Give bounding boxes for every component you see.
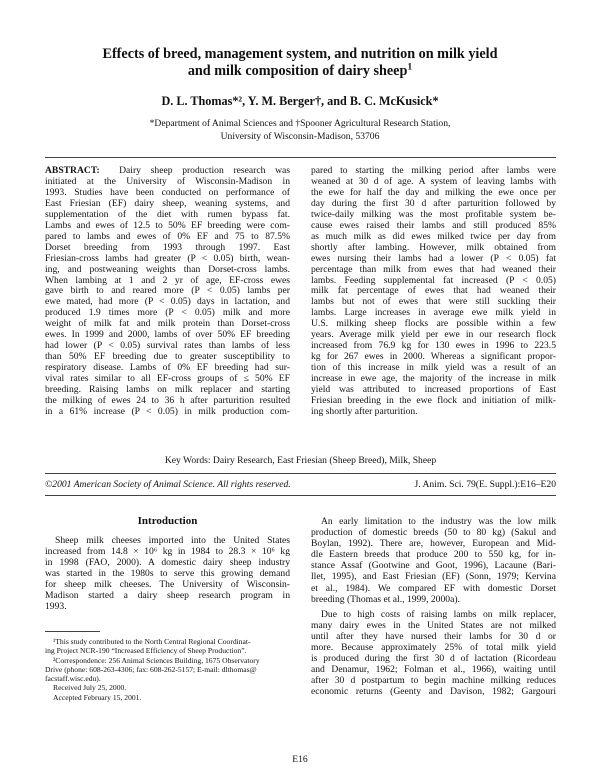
affiliation <box>40 117 560 143</box>
footnote-line: facstaff.wisc.edu). <box>45 674 101 684</box>
abstract-line: breeding. Raising lambs on milk replacer and starting <box>45 384 290 396</box>
abstract-line: as much milk as did ewes milked twice per day from <box>311 230 556 242</box>
abstract-line: Lambs and ewes of 12.5 to 50% EF breeding were com- <box>45 219 290 231</box>
footnotes <box>45 637 290 702</box>
abstract-line: produced 1.9 times more (P < 0.05) milk and more <box>45 307 290 319</box>
footnote-line: Drive (phone: 608-263-4306; fax: 608-262-5157; E-mail: dlthomas@ <box>45 664 257 674</box>
abstract-label: ABSTRACT: <box>45 165 100 176</box>
author-list: D. L. Thomas*², Y. M. Berger†, and B. C. McKusick* <box>161 94 439 108</box>
copyright-rule <box>45 495 556 496</box>
body-line: et al., 1984). We compared EF with domestic Dorset <box>311 582 556 594</box>
abstract-line: ABSTRACT: Dairy sheep production research was <box>45 165 291 176</box>
abstract-line: years. Average milk yield per ewe in our research flock <box>311 329 556 341</box>
title-line-1: Effects of breed, management system, and nutrition on milk yield <box>102 46 498 62</box>
copyright-notice: ©2001 American Society of Animal Science. All rights reserved. <box>45 479 291 490</box>
body-line: breeding (Thomas et al., 1999, 2000a). <box>311 593 460 605</box>
key-words: Key Words: Dairy Research, East Friesian (Sheep Breed), Milk, Sheep <box>164 455 437 466</box>
body-line: Madison started a dairy sheep research program in <box>45 589 290 601</box>
abstract-line: ewes. In 1999 and 2000, lambs of over 50% EF breeding <box>45 329 290 341</box>
page-number: E16 <box>292 754 308 765</box>
title-footnote-mark: 1 <box>407 61 413 73</box>
abstract-line: percentage than milk from ewes that had weaned their <box>311 263 556 275</box>
abstract-line: pared to starting the milking period after lambs were <box>311 165 556 176</box>
footnote-line: Received July 25, 2000. <box>53 683 127 693</box>
section-heading-introduction: Introduction <box>137 515 198 527</box>
abstract-line: 1993. Studies have been conducted on performance of <box>45 186 290 198</box>
abstract-line: weaned at 30 d of age. A system of leaving lambs with <box>311 175 556 187</box>
affiliation-line-2: University of Wisconsin-Madison, 53706 <box>220 131 380 142</box>
abstract-line: yield was attributed to increased proportions of East <box>311 384 556 396</box>
body-line: more. Because approximately 25% of total milk yield <box>311 642 556 654</box>
abstract-line: supplementation of the diet with rumen bypass fat. <box>45 208 290 220</box>
abstract-line: Dorset breeding from 1993 through 1997. East <box>45 241 290 253</box>
abstract-line: respiratory disease. Lambs of 0% EF breeding had sur- <box>45 362 290 374</box>
abstract-line: cause ewes raised their lambs and still produced 85% <box>311 219 556 231</box>
body-line: and Denamur, 1962; Folman et al., 1966), waiting until <box>311 664 556 676</box>
abstract-line: East Friesian (EF) dairy sheep, weaning systems, and <box>45 197 290 209</box>
abstract-line: the milking of ewes 24 to 36 h after parturition resulted <box>45 395 290 407</box>
body-line: Boylan, 1992). There are, however, European and Mid- <box>311 538 556 550</box>
abstract-line: increased from 76.9 kg for 130 ewes in 1996 to 223.5 <box>311 340 556 352</box>
abstract-line: milk fat percentage of ewes that had weaned their <box>311 285 556 297</box>
body-line: is produced during the first 30 d of lactation (Ricordeau <box>311 653 556 665</box>
abstract-line: Friesian-cross lambs had greater (P < 0.05) birth, wean- <box>45 252 290 264</box>
intro-paragraph-1 <box>311 516 556 605</box>
body-line: production of domestic breeds (50 to 80 kg) (Sakul and <box>311 527 556 539</box>
body-line: after 30 d postpartum to begin machine milking reduces <box>311 675 556 687</box>
abstract-line: ing shortly after parturition. <box>311 405 418 417</box>
paper-title <box>40 46 560 80</box>
intro-paragraph-2 <box>311 609 556 698</box>
footnote-line: Accepted February 15, 2001. <box>53 692 142 702</box>
title-line-2: and milk composition of dairy sheep$^1$ <box>187 61 413 79</box>
abstract-line: ing, and postweaning weights than Dorset-cross lambs. <box>45 263 290 275</box>
abstract-line: had lower (P < 0.05) survival rates than lambs of less <box>45 340 290 352</box>
abstract-line: pared to lambs and ewes of 0% EF and 75 to 87.5% <box>45 230 290 242</box>
journal-citation: J. Anim. Sci. 79(E. Suppl.):E16–E20 <box>414 479 556 490</box>
body-line: Sheep milk cheeses imported into the United States <box>55 535 290 546</box>
abstract-line: in a 61% increase (P < 0.05) in milk production com- <box>45 405 290 417</box>
abstract-line: ewes nursing their lambs had a lower (P < 0.05) fat <box>311 252 556 264</box>
abstract-line: vival rates similar to all EF-cross groups of ≤ 50% EF <box>45 373 290 385</box>
abstract-line: day during the first 30 d after parturition followed by <box>311 197 556 209</box>
body-line: increased from 14.8 × 10⁶ kg in 1984 to 28.3 × 10⁶ kg <box>45 545 290 557</box>
abstract-line: lambs. Feeding supplemental fat increased (P < 0.05) <box>311 274 556 286</box>
abstract-line: When lambing at 1 and 2 yr of age, EF-cross ewes <box>45 274 290 286</box>
abstract-line: tion of this increase in milk yield was a result of an <box>311 362 556 374</box>
intro-right-column <box>311 516 556 698</box>
abstract-line: the ewe for half the day and milking the ewe once per <box>311 186 556 198</box>
body-line: 1993. <box>45 600 67 612</box>
body-line: dle Eastern breeds that produce 200 to 550 kg, for in- <box>311 549 556 561</box>
abstract-line: initiated at the University of Wisconsin-Madison in <box>45 175 290 187</box>
body-line: in 1998 (FAO, 2000). A domestic dairy sheep industry <box>45 556 290 568</box>
abstract-line: twice-daily milking was the most profitable system be- <box>311 208 556 220</box>
abstract-line: lambs but not of ewes that were still suckling their <box>311 296 556 308</box>
body-line: for sheep milk cheeses. The University of Wisconsin- <box>45 578 290 590</box>
abstract-line: kg for 267 ewes in 2000. Whereas a significant propor- <box>311 351 556 363</box>
abstract-line: than 50% EF breeding due to greater susceptibility to <box>45 351 290 363</box>
body-line: An early limitation to the industry was the low milk <box>321 516 556 527</box>
body-line: stance Assaf (Gootwine and Goot, 1996), Lacaune (Bari- <box>311 560 556 572</box>
intro-left-column <box>45 536 290 613</box>
body-line: llet, 1995), and East Friesian (EF) (Sonn, 1979; Kervina <box>311 571 556 583</box>
affiliation-line-1: *Department of Animal Sciences and †Spooner Agricultural Research Station, <box>149 118 451 129</box>
abstract-right-column <box>311 166 556 418</box>
body-line: many dairy ewes in the United States are not milked <box>311 619 556 631</box>
abstract-line: shortly after lambing. However, milk obtained from <box>311 241 556 253</box>
abstract-line: U.S. milking sheep flocks are possible within a few <box>311 318 556 330</box>
body-line: was started in the 1980s to serve this growing demand <box>45 567 290 579</box>
abstract-top-rule <box>45 157 556 158</box>
body-line: Due to high costs of raising lambs on milk replacer, <box>321 608 556 620</box>
body-line: until after they have nursed their lambs for 30 d or <box>311 630 556 642</box>
abstract-line: increase in ewe age, the majority of the increase in milk <box>311 373 556 385</box>
footnote-rule <box>45 631 100 632</box>
abstract-line: Friesian breeding in the ewe flock and initiation of milk- <box>311 395 556 407</box>
footnote-line: ¹This study contributed to the North Central Regional Coordinat- <box>53 637 251 646</box>
abstract-line: lambs. Large increases in average ewe milk yield in <box>311 307 556 319</box>
body-line: economic returns (Geenty and Davison, 1982; Gargouri <box>311 686 556 698</box>
abstract-left-column <box>45 166 290 418</box>
abstract-line: weight of milk fat and milk protein than Dorset-cross <box>45 318 290 330</box>
footnote-line: ²Correspondence: 256 Animal Sciences Building, 1675 Observatory <box>53 655 260 665</box>
footnote-line: ing Project NCR-190 “Increased Efficiency of Sheep Production”. <box>45 646 247 656</box>
key-words-rule <box>45 473 556 474</box>
abstract-line: ewe mated, had more (P < 0.05) days in lactation, and <box>45 296 290 308</box>
abstract-line: gave birth to and reared more (P < 0.05) lambs per <box>45 285 290 297</box>
